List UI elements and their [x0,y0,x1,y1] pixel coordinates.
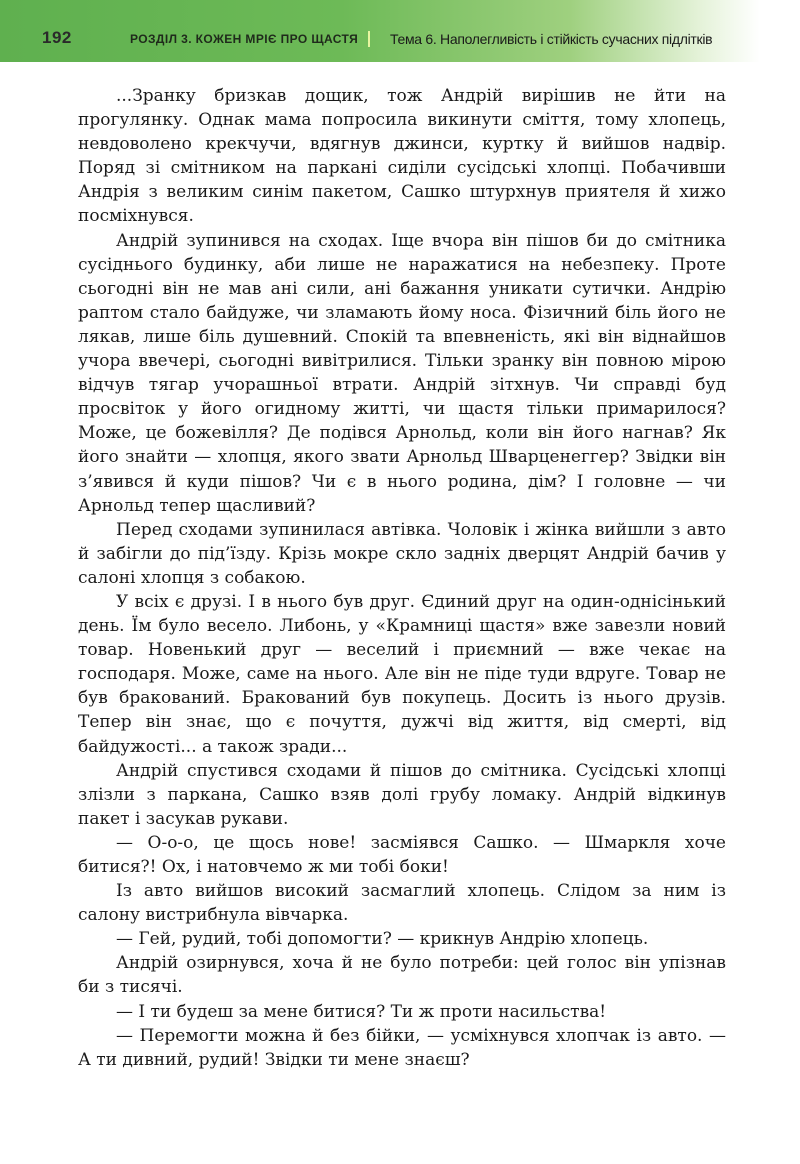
paragraph: Андрій зупинився на сходах. Іще вчора він пішов би до смітника сусіднього будинку, аби лише не наражатися на небезпеку. Проте сьогодні він не мав ані сили, ані бажання уникати сутички. Андрію раптом стало байдуже, чи зламають йому носа. Фізичний біль його не лякав, лише біль душевний. Спокій та впевненість, які він віднайшов учора ввечері, сьогодні вивітрилися. Тільки зранку він повною мірою відчув тягар учорашньої втрати. Андрій зітхнув. Чи справді буд просвіток у його огидному житті, чи щастя тільки примарилося? Може, це божевілля? Де подівся Арнольд, коли він його нагнав? Як його знайти — хлопця, якого звати Арнольд Шварценеггер? Звідки він з’явився й куди пішов? Чи є в нього родина, дім? І головне — чи Арнольд тепер щасливий? [78,230,726,516]
paragraph: У всіх є друзі. І в нього був друг. Єдиний друг на один-однісінький день. Їм було весело. Либонь, у «Крамниці щастя» вже завезли новий товар. Новенький друг — веселий і приємний — вже чекає на господаря. Може, саме на нього. Але він не піде туди вдруге. Товар не був бракований. Бракований був покупець. Досить із нього друзів. Тепер він знає, що є почуття, дужчі від життя, від смерті, від байдужості... а також зради... [78,591,726,757]
dialogue-line: — І ти будеш за мене битися? Ти ж проти насильства! [116,1001,607,1022]
header-divider [368,31,370,47]
page-number: 192 [42,28,72,47]
paragraph: Перед сходами зупинилася автівка. Чоловік і жінка вийшли з авто й забігли до під’їзду. Крізь мокре скло задніх дверцят Андрій бачив у салоні хлопця з собакою. [78,519,726,588]
paragraph: Андрій спустився сходами й пішов до смітника. Сусідські хлопці злізли з паркана, Сашко взяв долі грубу ломаку. Андрій відкинув пакет і засукав рукави. [78,760,726,829]
topic-title: Тема 6. Наполегливість і стійкість сучасних підлітків [390,31,713,47]
dialogue-line: — Гей, рудий, тобі допомогти? — крикнув Андрію хлопець. [116,929,649,950]
paragraph: Андрій озирнувся, хоча й не було потреби: цей голос він упізнав би з тисячі. [78,953,726,998]
story-text [78,84,726,1072]
dialogue-line: — О-о-о, це щось нове! засміявся Сашко. — Шмаркля хоче битися?! Ох, і натовчемо ж ми тобі боки! [78,832,726,877]
paragraph: ...Зранку бризкав дощик, тож Андрій вирішив не йти на прогулянку. Однак мама попросила викинути сміття, тому хлопець, невдоволено крекчучи, вдягнув джинси, куртку й вийшов надвір. Поряд зі смітником на паркані сиділи сусідські хлопці. Побачивши Андрія з великим синім пакетом, Сашко штурхнув приятеля й хижо посміхнувся. [78,86,726,227]
section-title: РОЗДІЛ 3. КОЖЕН МРІЄ ПРО ЩАСТЯ [130,32,359,46]
paragraph: Із авто вийшов високий засмаглий хлопець. Слідом за ним із салону вистрибнула вівчарка. [78,881,726,926]
dialogue-line: — Перемогти можна й без бійки, — усміхнувся хлопчак із авто. — А ти дивний, рудий! Звідки ти мене знаєш? [78,1025,726,1070]
